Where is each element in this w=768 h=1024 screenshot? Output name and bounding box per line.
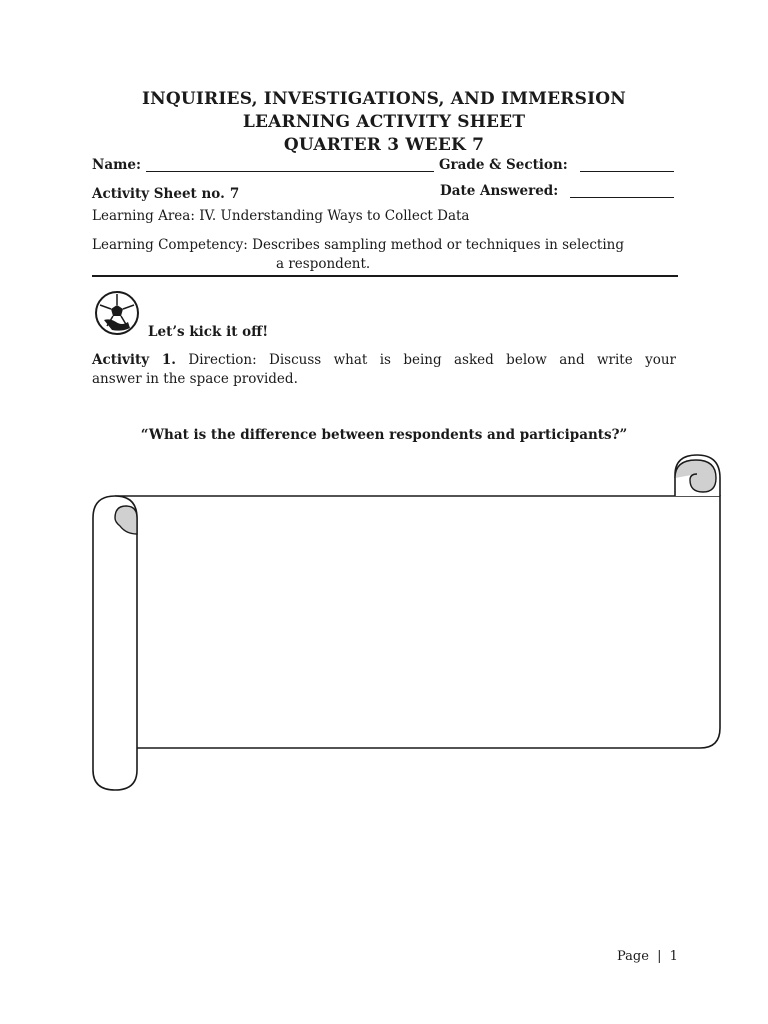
activity-sheet-number: 7	[229, 186, 240, 202]
title-line-1: INQUIRIES, INVESTIGATIONS, AND IMMERSION	[141, 89, 627, 109]
kickoff-heading: Let’s kick it off!	[148, 324, 269, 340]
competency-label: Learning Competency:	[92, 237, 248, 253]
direction-line-1: Direction: Discuss what is being asked below and write your	[188, 352, 676, 368]
learning-area-value: IV. Understanding Ways to Collect Data	[199, 208, 470, 224]
title-line-2: LEARNING ACTIVITY SHEET	[242, 112, 526, 132]
learning-area-label: Learning Area:	[92, 208, 195, 224]
page-separator: |	[657, 949, 662, 964]
activity-label: Activity 1.	[92, 352, 176, 368]
name-label: Name:	[92, 157, 141, 173]
competency-line-1: Describes sampling method or techniques in selecting	[252, 237, 624, 253]
page-number: 1	[669, 949, 678, 964]
page-label: Page	[617, 949, 649, 964]
grade-section-label: Grade & Section:	[439, 157, 568, 173]
page-footer	[617, 949, 678, 964]
title-line-3: QUARTER 3 WEEK 7	[283, 135, 485, 155]
answer-area[interactable]	[140, 500, 715, 744]
competency-line-2: a respondent.	[276, 256, 371, 272]
date-answered-label: Date Answered:	[440, 183, 559, 199]
question-text: “What is the difference between respondents and participants?”	[140, 427, 628, 443]
direction-line-2: answer in the space provided.	[92, 371, 298, 387]
activity-sheet-label: Activity Sheet no.	[92, 186, 225, 202]
